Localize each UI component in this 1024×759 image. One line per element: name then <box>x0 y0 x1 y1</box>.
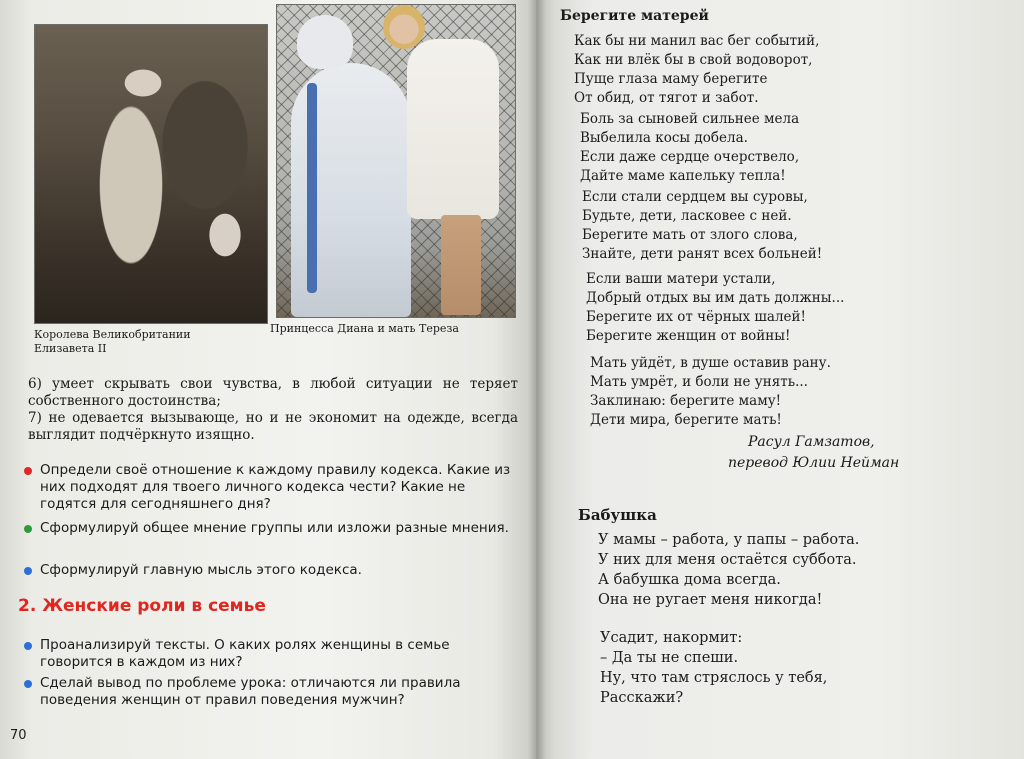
poem-stanza <box>600 628 827 708</box>
poem-line: Если ваши матери устали, <box>586 271 776 287</box>
poem-line: Дайте маме капельку тепла! <box>580 168 786 184</box>
poem-line: Будьте, дети, ласковее с ней. <box>582 208 792 224</box>
poem-line: Мать умрёт, и боли не унять... <box>590 374 808 390</box>
poem-line: Она не ругает меня никогда! <box>598 592 823 608</box>
poem-line: Как ни влёк бы в свой водоворот, <box>574 52 813 68</box>
poem-line: Заклинаю: берегите маму! <box>590 393 782 409</box>
photo-figure-head <box>383 5 425 49</box>
task-item <box>24 675 520 709</box>
poem-line: Как бы ни манил вас бег событий, <box>574 33 820 49</box>
poem-line: Добрый отдых вы им дать должны... <box>586 290 845 306</box>
poem-stanza <box>590 354 831 430</box>
poem-line: Боль за сыновей сильнее мела <box>580 111 800 127</box>
bullet-dot-icon <box>24 467 32 475</box>
poem-line: Выбелила косы добела. <box>580 130 748 146</box>
caption-queen: Королева Великобритании Елизавета II <box>34 328 191 355</box>
task-item <box>24 462 520 513</box>
poem-line: У мамы – работа, у папы – работа. <box>598 532 860 548</box>
poem-title: Бабушка <box>578 506 657 524</box>
poem-author: Расул Гамзатов, <box>748 434 875 450</box>
poem-line: Если даже сердце очерствело, <box>580 149 800 165</box>
poem-line: Мать уйдёт, в душе оставив рану. <box>590 355 831 371</box>
poem-stanza <box>580 110 799 186</box>
poem-stanza <box>574 32 819 108</box>
poem-line: Знайте, дети ранят всех больней! <box>582 246 823 262</box>
poem-title: Берегите матерей <box>560 8 709 24</box>
section-title: 2. Женские роли в семье <box>18 596 266 616</box>
bullet-dot-icon <box>24 567 32 575</box>
poem-stanza <box>598 530 859 610</box>
rule-item: 7) не одевается вызывающе, но и не экономит на одежде, всегда выглядит подчёркнуто изящно. <box>28 410 518 443</box>
rule-item: 6) умеет скрывать свои чувства, в любой ситуации не теряет собственного достоинства; <box>28 376 518 409</box>
poem-line: А бабушка дома всегда. <box>598 572 781 588</box>
poem-line: Берегите их от чёрных шалей! <box>586 309 806 325</box>
poem-line: От обид, от тягот и забот. <box>574 90 759 106</box>
bullet-dot-icon <box>24 642 32 650</box>
poem-translator: перевод Юлии Нейман <box>728 455 900 471</box>
task-item <box>24 637 520 671</box>
poem-line: Усадит, накормит: <box>600 630 743 646</box>
page-number: 70 <box>10 728 27 743</box>
book-gutter <box>528 0 546 759</box>
task-text: Сделай вывод по проблеме урока: отличаются ли правила поведения женщин от правил поведения мужчин? <box>40 675 461 708</box>
poem-line: Берегите женщин от войны! <box>586 328 791 344</box>
poem-line: Берегите мать от злого слова, <box>582 227 798 243</box>
photo-diana-and-mother-teresa <box>276 4 516 318</box>
bullet-dot-icon <box>24 525 32 533</box>
task-text: Сформулируй общее мнение группы или изложи разные мнения. <box>40 520 509 536</box>
task-item <box>24 520 520 537</box>
task-text: Проанализируй тексты. О каких ролях женщины в семье говорится в каждом из них? <box>40 637 450 670</box>
task-text: Определи своё отношение к каждому правилу кодекса. Какие из них подходят для твоего личного кодекса чести? Какие не годятся для сегодняшнего дня? <box>40 462 511 512</box>
bullet-dot-icon <box>24 680 32 688</box>
poem-line: Пуще глаза маму берегите <box>574 71 768 87</box>
task-text: Сформулируй главную мысль этого кодекса. <box>40 562 362 578</box>
caption-diana: Принцесса Диана и мать Тереза <box>270 322 459 335</box>
poem-stanza <box>582 188 822 264</box>
poem-line: Расскажи? <box>600 690 684 706</box>
poem-line: Если стали сердцем вы суровы, <box>582 189 808 205</box>
photo-queen-elizabeth <box>34 24 268 324</box>
photo-veil <box>297 15 353 69</box>
task-item <box>24 562 520 579</box>
poem-stanza <box>586 270 844 346</box>
poem-line: Ну, что там стряслось у тебя, <box>600 670 828 686</box>
photo-figure-legs <box>441 215 481 315</box>
photo-figure-woman <box>407 39 499 219</box>
poem-line: Дети мира, берегите мать! <box>590 412 782 428</box>
poem-line: – Да ты не спеши. <box>600 650 739 666</box>
photo-habit-stripe <box>307 83 317 293</box>
poem-line: У них для меня остаётся суббота. <box>598 552 857 568</box>
